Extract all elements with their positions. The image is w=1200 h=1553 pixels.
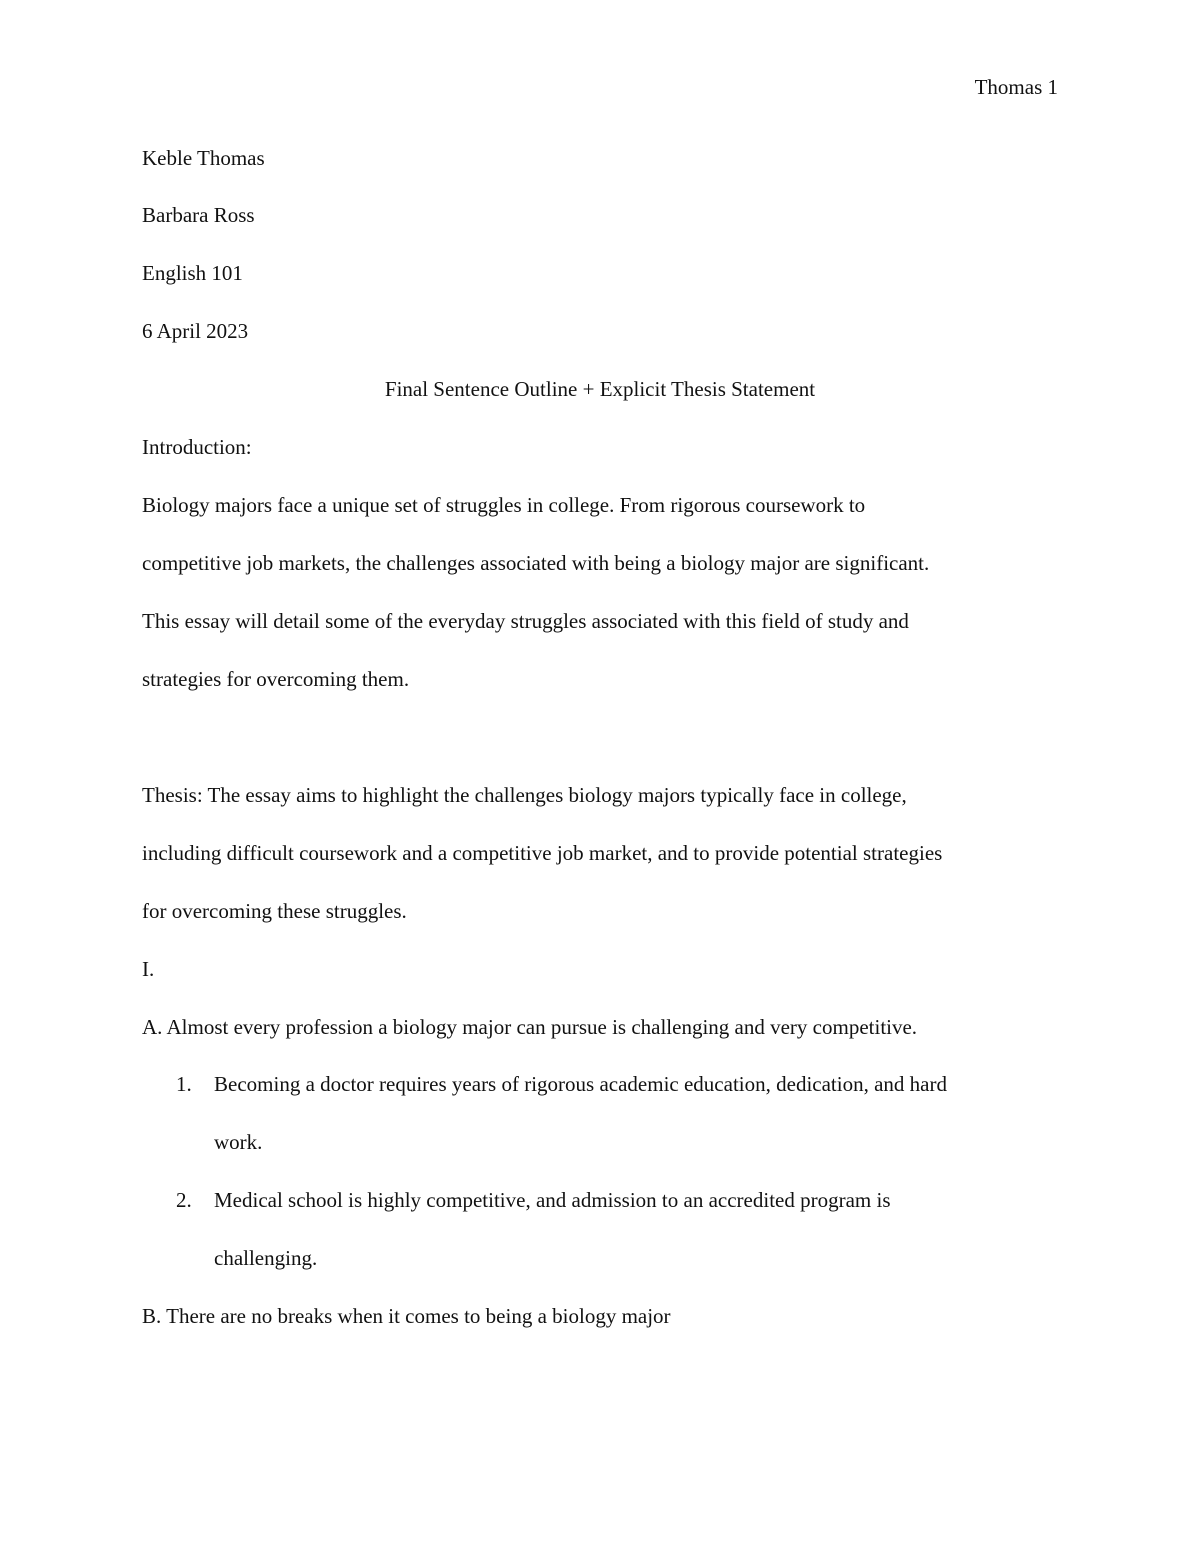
introduction-label: Introduction:: [142, 435, 252, 459]
document-date: 6 April 2023: [142, 319, 249, 343]
list-item-line: challenging.: [214, 1246, 318, 1270]
introduction-line: This essay will detail some of the everyday struggles associated with this field of study and: [142, 609, 909, 633]
course-name: English 101: [142, 261, 243, 285]
list-item-line: work.: [214, 1130, 263, 1154]
outline-point-a: A. Almost every profession a biology major can pursue is challenging and very competitive.: [142, 1015, 918, 1039]
thesis-line: for overcoming these struggles.: [142, 899, 407, 923]
instructor-name: Barbara Ross: [142, 203, 255, 227]
list-item-line: Becoming a doctor requires years of rigorous academic education, dedication, and hard: [214, 1072, 947, 1096]
outline-point-b: B. There are no breaks when it comes to being a biology major: [142, 1304, 671, 1328]
running-head: Thomas 1: [974, 75, 1058, 99]
outline-section-label: I.: [142, 957, 155, 981]
list-item-number: 1.: [176, 1072, 192, 1096]
list-item-line: Medical school is highly competitive, and admission to an accredited program is: [214, 1188, 891, 1212]
introduction-line: competitive job markets, the challenges associated with being a biology major are significant.: [142, 551, 930, 575]
introduction-line: strategies for overcoming them.: [142, 667, 410, 691]
student-name: Keble Thomas: [142, 146, 265, 170]
list-item-number: 2.: [176, 1188, 192, 1212]
thesis-line: including difficult coursework and a competitive job market, and to provide potential strategies: [142, 841, 943, 865]
introduction-line: Biology majors face a unique set of struggles in college. From rigorous coursework to: [142, 493, 866, 517]
document-title: Final Sentence Outline + Explicit Thesis Statement: [384, 377, 816, 401]
thesis-line: Thesis: The essay aims to highlight the challenges biology majors typically face in college,: [142, 783, 907, 807]
